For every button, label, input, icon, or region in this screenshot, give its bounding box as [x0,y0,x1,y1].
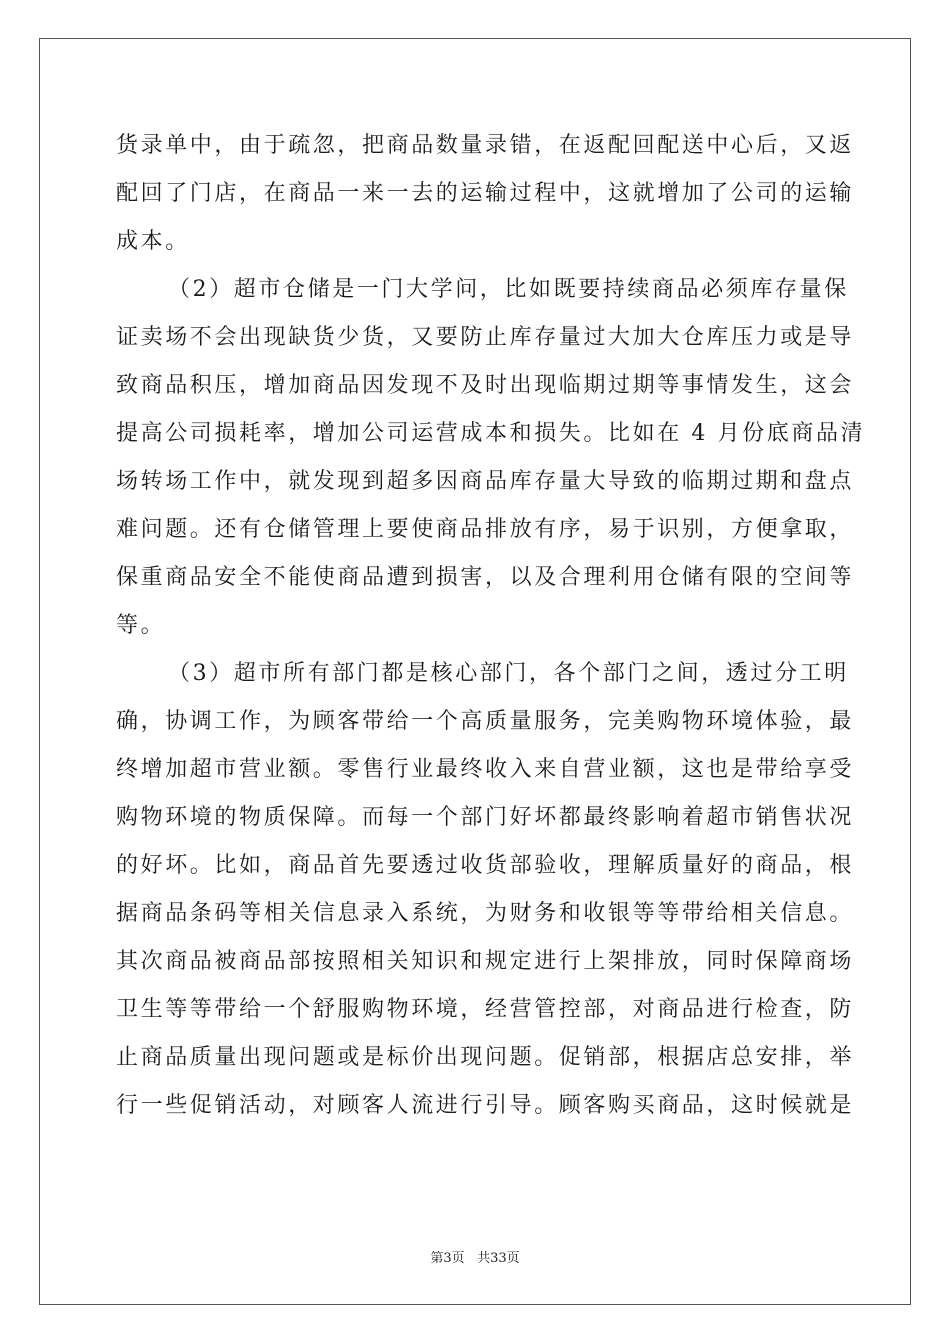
text-line: 场转场工作中，就发现到超多因商品库存量大导致的临期过期和盘点 [116,469,855,494]
text-line: 成本。 [116,229,190,254]
text-line: 据商品条码等相关信息录入系统，为财务和收银等等带给相关信息。 [116,901,855,926]
text-line: 致商品积压，增加商品因发现不及时出现临期过期等事情发生，这会 [116,373,855,398]
text-line: 证卖场不会出现缺货少货，又要防止库存量过大加大仓库压力或是导 [116,325,855,350]
text-line: 止商品质量出现问题或是标价出现问题。促销部，根据店总安排，举 [116,1045,855,1070]
text-line: 购物环境的物质保障。而每一个部门好坏都最终影响着超市销售状况 [116,805,855,830]
page-footer [0,1247,950,1266]
text-line: 其次商品被商品部按照相关知识和规定进行上架排放，同时保障商场 [116,949,855,974]
text-line: （2）超市仓储是一门大学问，比如既要持续商品必须库存量保 [168,277,849,302]
text-line: 难问题。还有仓储管理上要使商品排放有序，易于识别，方便拿取， [116,517,855,542]
page-number: 第3页 [430,1251,465,1266]
text-line: 卫生等等带给一个舒服购物环境，经营管控部，对商品进行检查，防 [116,997,855,1022]
text-line: 保重商品安全不能使商品遭到损害，以及合理利用仓储有限的空间等 [116,565,855,590]
text-line: 货录单中，由于疏忽，把商品数量录错，在返配回配送中心后，又返 [116,133,855,158]
text-line: 行一些促销活动，对顾客人流进行引导。顾客购买商品，这时候就是 [116,1093,855,1118]
text-line: 终增加超市营业额。零售行业最终收入来自营业额，这也是带给享受 [116,757,855,782]
text-line: 确，协调工作，为顾客带给一个高质量服务，完美购物环境体验，最 [116,709,855,734]
text-line: （3）超市所有部门都是核心部门，各个部门之间，透过分工明 [168,661,849,686]
page-total: 共33页 [477,1251,520,1266]
text-line: 配回了门店，在商品一来一去的运输过程中，这就增加了公司的运输 [116,181,855,206]
text-line: 提高公司损耗率，增加公司运营成本和损失。比如在 4 月份底商品清 [116,421,866,446]
text-line: 的好坏。比如，商品首先要透过收货部验收，理解质量好的商品，根 [116,853,855,878]
text-line: 等。 [116,613,166,638]
